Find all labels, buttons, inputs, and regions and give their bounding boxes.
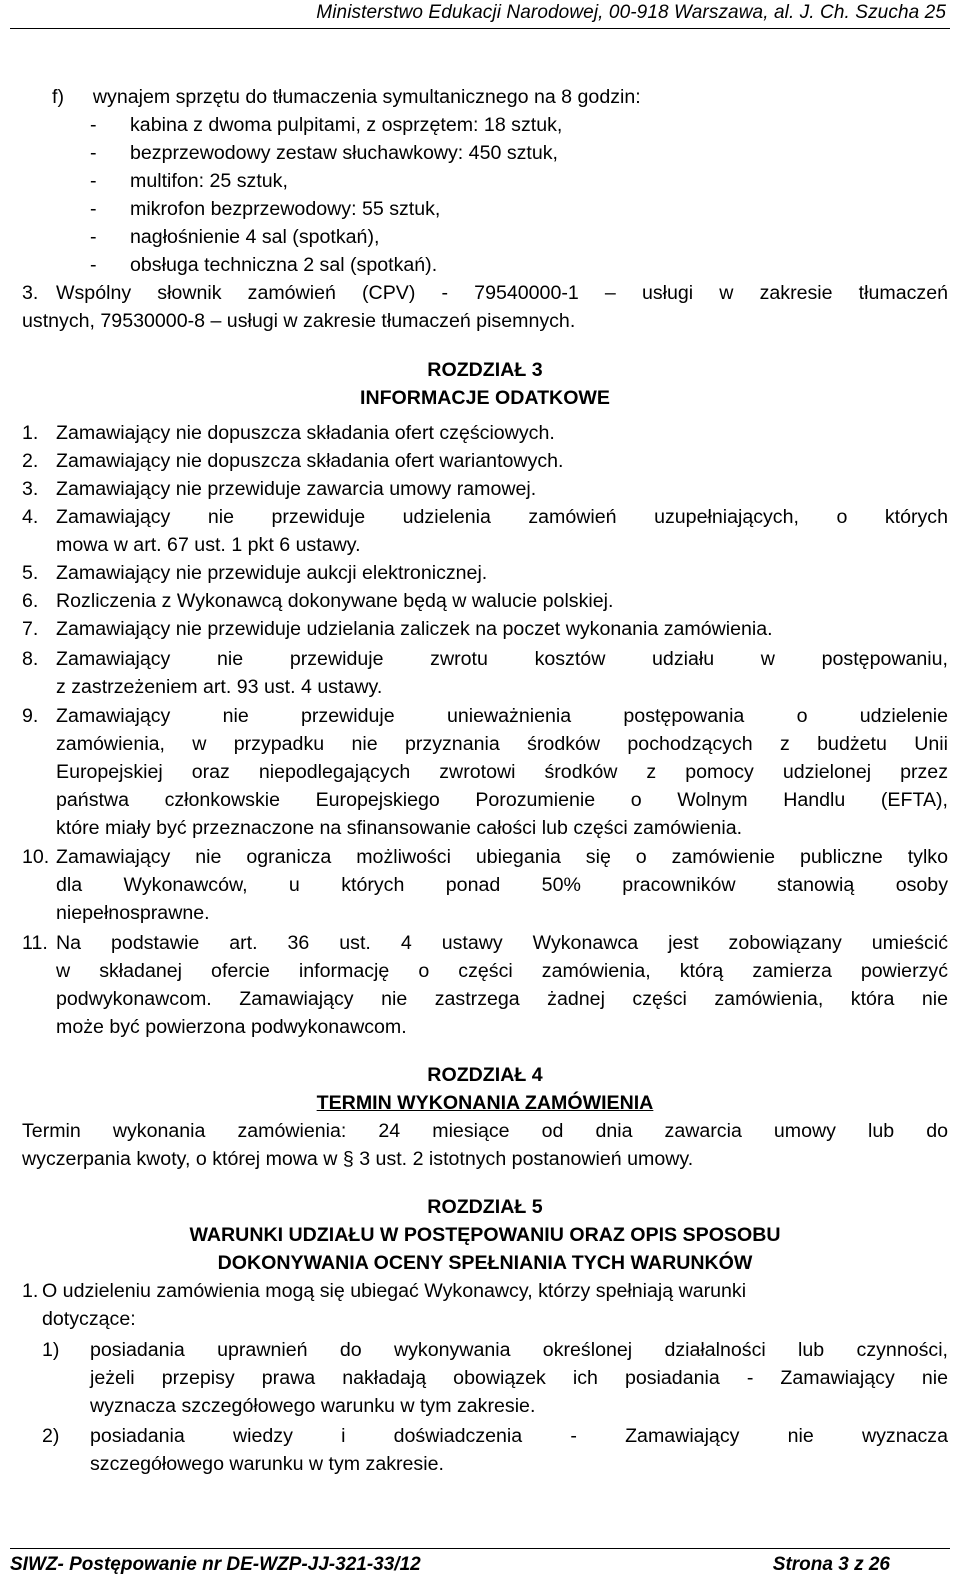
- list-item: Zamawiający nie przewiduje aukcji elektronicznej.: [56, 562, 488, 584]
- sub-item-number: 1): [42, 1339, 60, 1361]
- list-item: Zamawiający nie przewiduje udzielenia zamówień uzupełniających, o których: [56, 506, 948, 528]
- list-item: - bezprzewodowy zestaw słuchawkowy: 450 sztuk,: [90, 142, 558, 164]
- list-item: jeżeli przepisy prawa nakładają obowiązek ich posiadania - Zamawiający nie: [90, 1367, 948, 1389]
- list-item: - kabina z dwoma pulpitami, z osprzętem: 18 sztuk,: [90, 114, 563, 136]
- chapter-4-subtitle: TERMIN WYKONANIA ZAMÓWIENIA: [316, 1092, 654, 1114]
- chapter-3-title: ROZDZIAŁ 3: [427, 359, 543, 381]
- section-f: [52, 83, 641, 111]
- list-item: - mikrofon bezprzewodowy: 55 sztuk,: [90, 198, 441, 220]
- list-item: w składanej ofercie informację o części zamówienia, którą zamierza powierzyć: [56, 960, 948, 982]
- list-item: Europejskiej oraz niepodlegających zwrotowi środków z pomocy udzielonej przez: [56, 761, 948, 783]
- list-item: podwykonawcom. Zamawiający nie zastrzega żadnej części zamówienia, która nie: [56, 988, 948, 1010]
- page-number: Strona 3 z 26: [772, 1554, 890, 1575]
- item-number: 6.: [22, 590, 39, 612]
- list-item: mowa w art. 67 ust. 1 pkt 6 ustawy.: [56, 534, 361, 556]
- list-item: dotyczące:: [42, 1308, 136, 1330]
- list-item: które miały być przeznaczone na sfinansowanie całości lub części zamówienia.: [56, 817, 743, 839]
- list-item: O udzieleniu zamówienia mogą się ubiegać Wykonawcy, którzy spełniają warunki: [42, 1280, 747, 1302]
- term-line-2: wyczerpania kwoty, o której mowa w § 3 ust. 2 istotnych postanowień umowy.: [22, 1148, 694, 1170]
- list-item: - nagłośnienie 4 sal (spotkań),: [90, 226, 380, 248]
- list-item: państwa członkowskie Europejskiego Porozumienie o Wolnym Handlu (EFTA),: [56, 789, 948, 811]
- list-item: Zamawiający nie dopuszcza składania ofert wariantowych.: [56, 450, 564, 472]
- item-number: 4.: [22, 506, 39, 528]
- term-line-1: Termin wykonania zamówienia: 24 miesiące od dnia zawarcia umowy lub do: [22, 1120, 948, 1142]
- list-item: Zamawiający nie przewiduje zawarcia umowy ramowej.: [56, 478, 537, 500]
- footer-rule: [10, 1548, 950, 1549]
- list-item: Zamawiający nie przewiduje udzielania zaliczek na poczet wykonania zamówienia.: [56, 618, 773, 640]
- header-rule: [10, 28, 950, 29]
- list-item: niepełnosprawne.: [56, 902, 210, 924]
- list-item: Zamawiający nie dopuszcza składania ofert częściowych.: [56, 422, 555, 444]
- item-number: 2.: [22, 450, 39, 472]
- item-number: 3.: [22, 478, 39, 500]
- cpv-line-2: ustnych, 79530000-8 – usługi w zakresie tłumaczeń pisemnych.: [22, 310, 576, 332]
- chapter-4-title: ROZDZIAŁ 4: [427, 1064, 543, 1086]
- item-number: 7.: [22, 618, 39, 640]
- item-number: 11.: [22, 932, 48, 954]
- chapter-5-title: ROZDZIAŁ 5: [427, 1196, 543, 1218]
- list-item: z zastrzeżeniem art. 93 ust. 4 ustawy.: [56, 676, 383, 698]
- section-f-label: f): [52, 86, 64, 108]
- item-number: 9.: [22, 705, 39, 727]
- list-item: Rozliczenia z Wykonawcą dokonywane będą w walucie polskiej.: [56, 590, 614, 612]
- list-item: posiadania wiedzy i doświadczenia - Zamawiający nie wyznacza: [90, 1425, 948, 1447]
- list-item: Zamawiający nie przewiduje zwrotu kosztów udziału w postępowaniu,: [56, 648, 948, 670]
- list-item: Zamawiający nie przewiduje unieważnienia postępowania o udzielenie: [56, 705, 948, 727]
- item-number: 1.: [22, 1280, 39, 1302]
- list-item: Zamawiający nie ogranicza możliwości ubiegania się o zamówienie publiczne tylko: [56, 846, 948, 868]
- list-item: - multifon: 25 sztuk,: [90, 170, 288, 192]
- item-number: 8.: [22, 648, 39, 670]
- page-header: Ministerstwo Edukacji Narodowej, 00-918 Warszawa, al. J. Ch. Szucha 25: [316, 2, 946, 23]
- cpv-line-1: Wspólny słownik zamówień (CPV) - 79540000-1 – usługi w zakresie tłumaczeń: [56, 282, 948, 304]
- chapter-5-subtitle-1: WARUNKI UDZIAŁU W POSTĘPOWANIU ORAZ OPIS SPOSOBU: [189, 1224, 781, 1246]
- item-number: 1.: [22, 422, 39, 444]
- list-item: wyznacza szczegółowego warunku w tym zakresie.: [90, 1395, 536, 1417]
- point-number: 3.: [22, 282, 39, 304]
- footer-reference: SIWZ- Postępowanie nr DE-WZP-JJ-321-33/12: [10, 1554, 421, 1575]
- list-item: zamówienia, w przypadku nie przyznania środków pochodzących z budżetu Unii: [56, 733, 948, 755]
- list-item: Na podstawie art. 36 ust. 4 ustawy Wykonawca jest zobowiązany umieścić: [56, 932, 948, 954]
- section-f-intro: wynajem sprzętu do tłumaczenia symultanicznego na 8 godzin:: [92, 86, 641, 108]
- sub-item-number: 2): [42, 1425, 60, 1447]
- list-item: - obsługa techniczna 2 sal (spotkań).: [90, 254, 438, 276]
- list-item: posiadania uprawnień do wykonywania określonej działalności lub czynności,: [90, 1339, 948, 1361]
- list-item: może być powierzona podwykonawcom.: [56, 1016, 407, 1038]
- list-item: dla Wykonawców, u których ponad 50% pracowników stanowią osoby: [56, 874, 948, 896]
- item-number: 10.: [22, 846, 50, 868]
- item-number: 5.: [22, 562, 39, 584]
- chapter-3-subtitle: INFORMACJE ODATKOWE: [360, 387, 610, 409]
- chapter-5-subtitle-2: DOKONYWANIA OCENY SPEŁNIANIA TYCH WARUNKÓW: [217, 1252, 753, 1274]
- list-item: szczegółowego warunku w tym zakresie.: [90, 1453, 444, 1475]
